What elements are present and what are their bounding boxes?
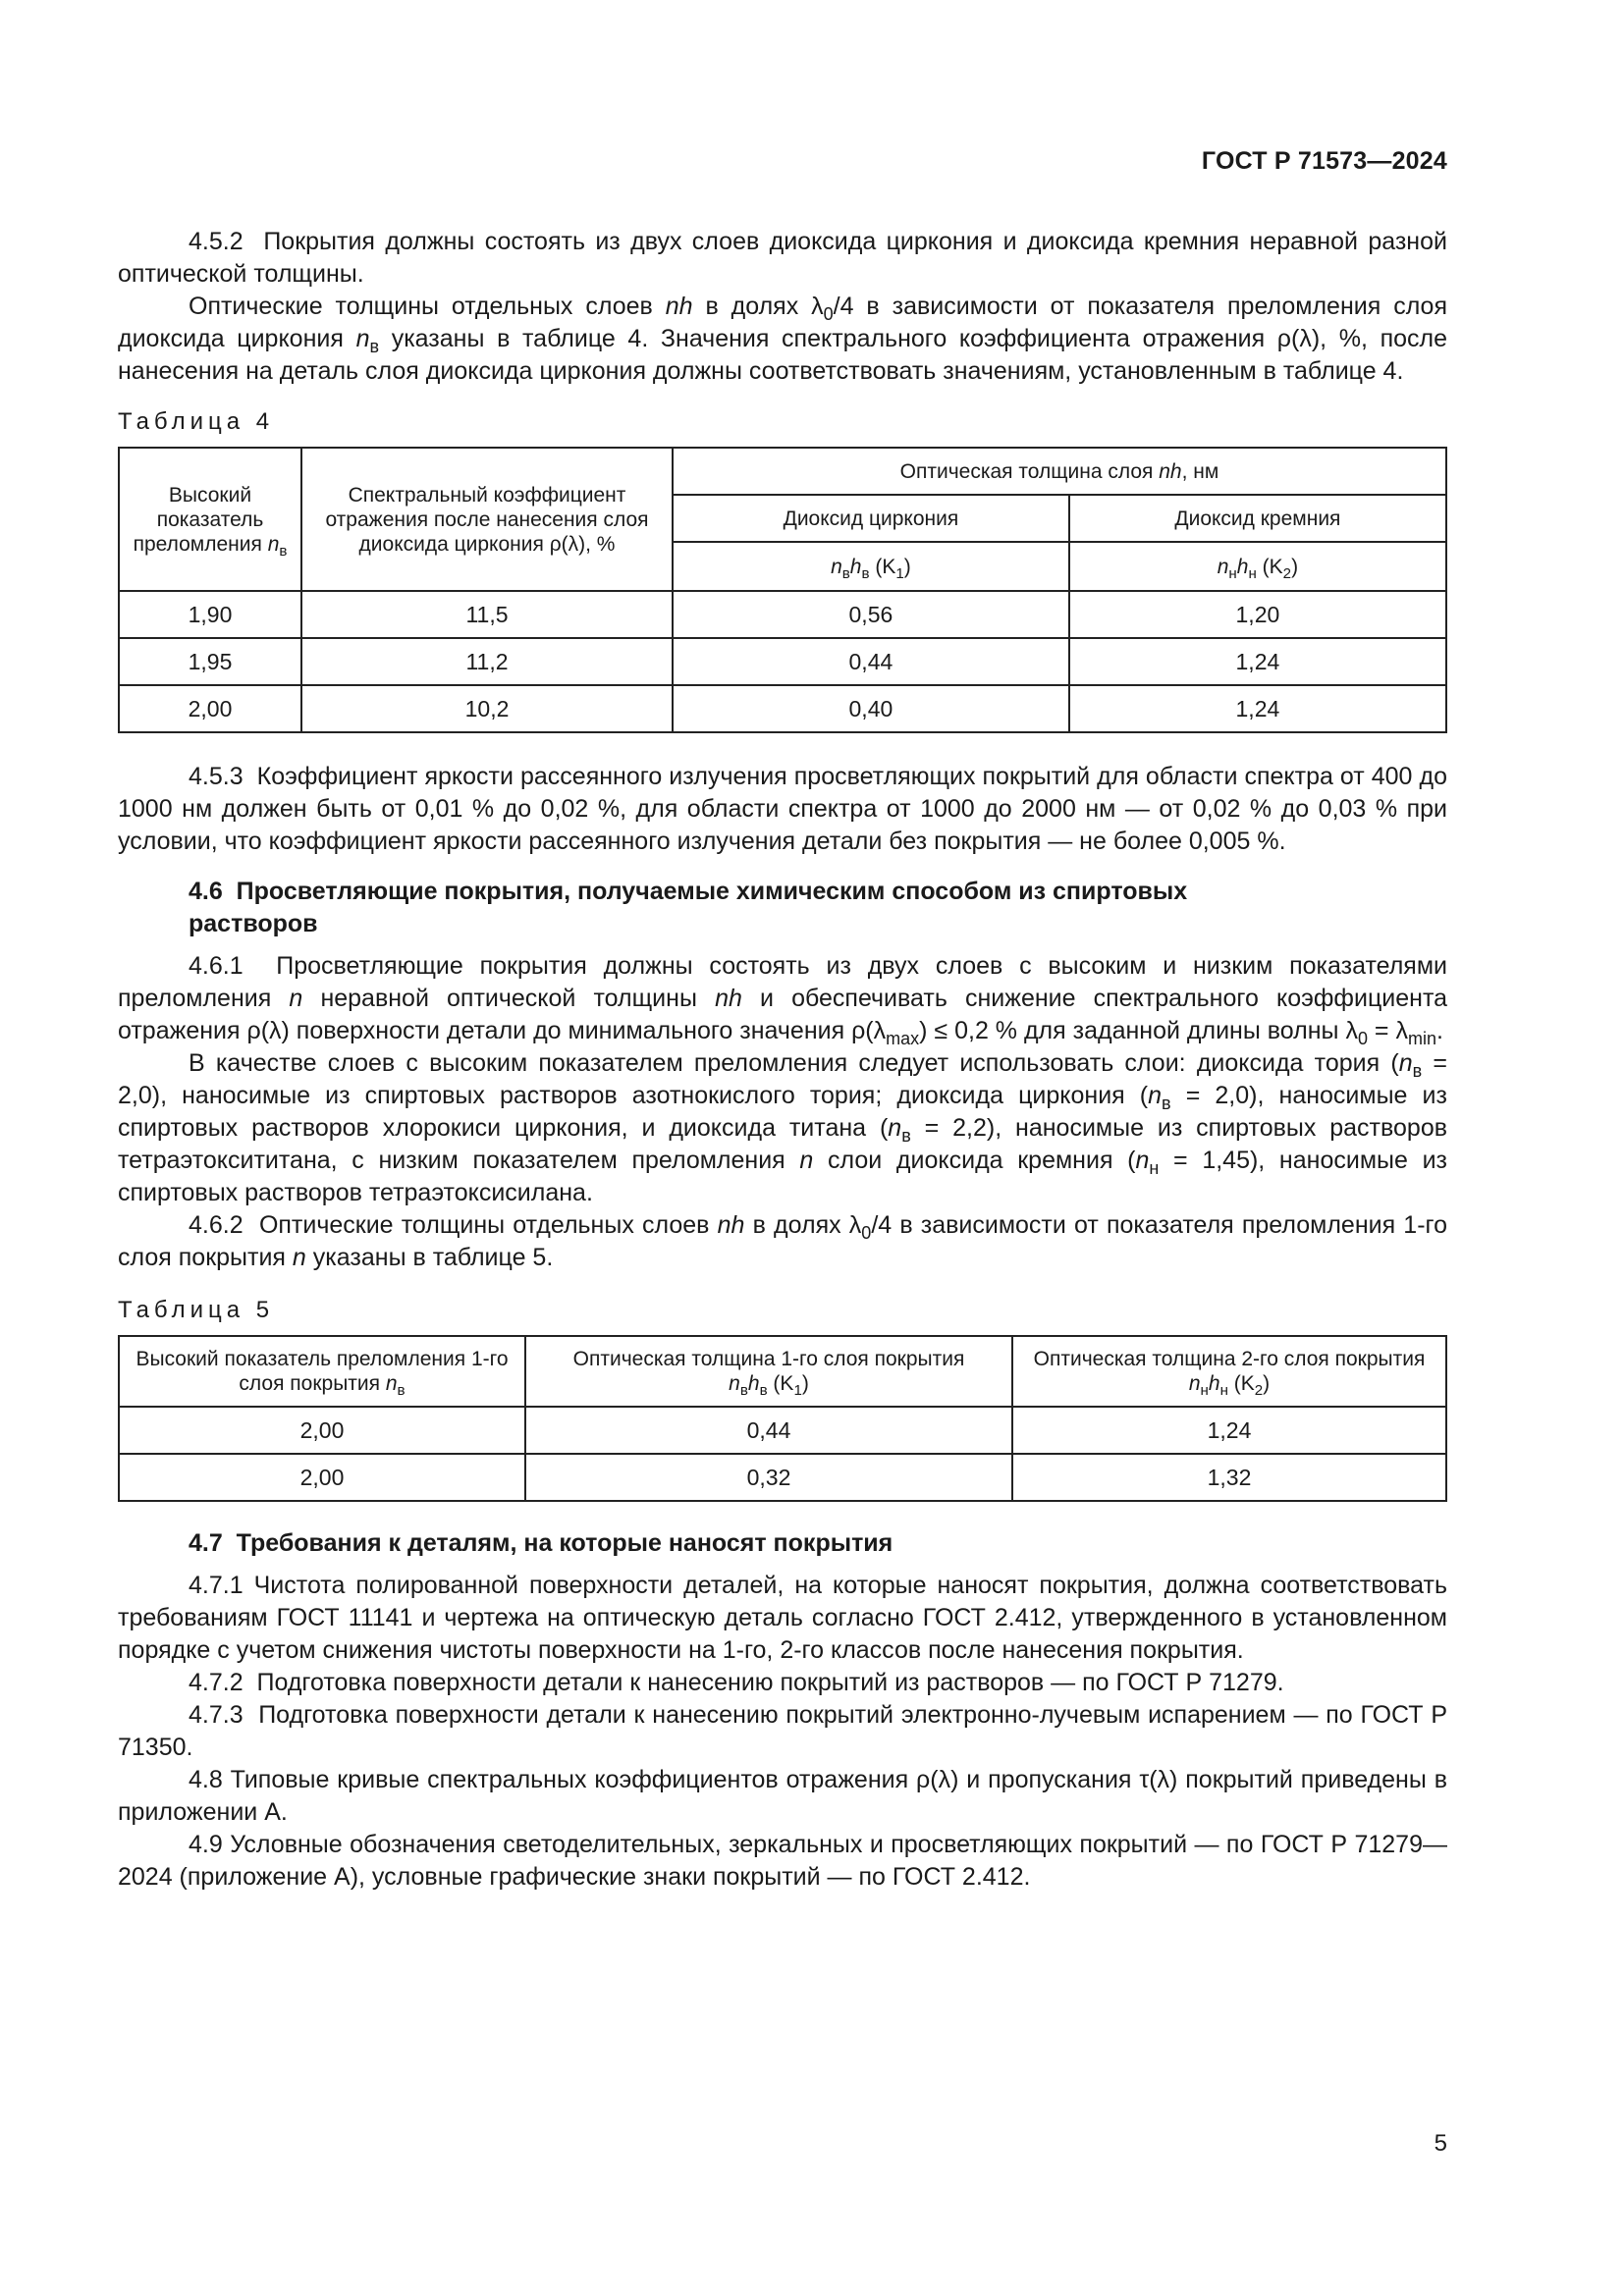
table-row: 2,00 0,32 1,32 (119, 1454, 1446, 1501)
table-row: 1,90 11,5 0,56 1,20 (119, 591, 1446, 638)
table-row: 2,00 10,2 0,40 1,24 (119, 685, 1446, 732)
section-4-6-heading: 4.6 Просветляющие покрытия, получаемые химическим способом из спиртовых растворов (189, 878, 1188, 937)
table-4-header-k2: $n_нh_н$ $(K_2)$ (1069, 542, 1446, 591)
paragraph-4-5-2: 4.5.2 Покрытия должны состоять из двух слоев диоксида циркония и диоксида кремния неравной разной оптической толщины. (118, 228, 1447, 288)
paragraph-4-6-2: 4.6.2 Оптические толщины отдельных слоев nh в долях $\lambda_0/4$ в зависимости от показателя преломления 1-го слоя покрытия n указаны в таблице 5. (118, 1211, 1448, 1271)
document-header: ГОСТ Р 71573—2024 (1201, 147, 1447, 175)
paragraph-4-5-2-cont: Оптические толщины отдельных слоев nh в долях $\lambda_0/4$ в зависимости от показателя преломления слоя диоксида циркония $n_в$ указаны в таблице 4. Значения спектрального коэффициента отражения ρ(λ), %, после нанесения на деталь слоя диоксида циркония должны соответствовать значениям, установленным в таблице 4. (118, 293, 1448, 385)
table-4-header-zr: Диоксид циркония (673, 495, 1069, 542)
table-4-header-n: Высокий показатель преломления $n_в$ (119, 448, 301, 591)
table-row: 1,95 11,2 0,44 1,24 (119, 638, 1446, 685)
table-5-header-k1: Оптическая толщина 1-го слоя покрытия $n_вh_в$ $(K_1)$ (525, 1336, 1012, 1407)
table-4-header-k1: $n_вh_в$ $(K_1)$ (673, 542, 1069, 591)
paragraph-4-6-1: 4.6.1 Просветляющие покрытия должны состоять из двух слоев с высоким и низким показателями преломления n неравной оптической толщины nh и обеспечивать снижение спектрального коэффициента отражения ρ(λ) поверхности детали до минимального значения $\rho(\lambda_{max}) \le 0,2$ % для заданной длины волны $\lambda_0 = \lambda_{min}$. (118, 952, 1448, 1048)
page-content (118, 226, 1447, 1894)
table-4-header-thickness: Оптическая толщина слоя nh, нм (673, 448, 1446, 495)
table-4-caption: Таблица 4 (118, 408, 275, 435)
page-number: 5 (1434, 2130, 1447, 2157)
paragraph-4-7-2: 4.7.2 Подготовка поверхности детали к нанесению покрытий из растворов — по ГОСТ Р 71279. (189, 1669, 1284, 1696)
table-5 (118, 1335, 1447, 1502)
paragraph-4-7-3: 4.7.3 Подготовка поверхности детали к нанесению покрытий электронно-лучевым испарением — по ГОСТ Р 71350. (118, 1701, 1447, 1761)
paragraph-4-9: 4.9 Условные обозначения светоделительных, зеркальных и просветляющих покрытий — по ГОСТ Р 71279—2024 (приложение А), условные графические знаки покрытий — по ГОСТ 2.412. (118, 1831, 1447, 1891)
table-4-header-si: Диоксид кремния (1069, 495, 1446, 542)
table-5-header-n: Высокий показатель преломления 1-го слоя покрытия $n_в$ (119, 1336, 525, 1407)
table-4-header-rho: Спектральный коэффициент отражения после нанесения слоя диоксида циркония ρ(λ), % (301, 448, 673, 591)
table-5-caption: Таблица 5 (118, 1297, 275, 1323)
table-4 (118, 447, 1447, 733)
paragraph-4-5-3: 4.5.3 Коэффициент яркости рассеянного излучения просветляющих покрытий для области спектра от 400 до 1000 нм должен быть от 0,01 % до 0,02 %, для области спектра от 1000 до 2000 нм — от 0,02 % до 0,03 % при условии, что коэффициент яркости рассеянного излучения детали без покрытия — не более 0,005 %. (118, 763, 1447, 855)
table-5-header-k2: Оптическая толщина 2-го слоя покрытия $n_нh_н$ $(K_2)$ (1012, 1336, 1446, 1407)
table-row: 2,00 0,44 1,24 (119, 1407, 1446, 1454)
paragraph-4-7-1: 4.7.1 Чистота полированной поверхности деталей, на которые наносят покрытия, должна соответствовать требованиям ГОСТ 11141 и чертежа на оптическую деталь согласно ГОСТ 2.412, утвержденного в установленном порядке с учетом снижения чистоты поверхности на 1-го, 2-го классов после нанесения покрытия. (118, 1572, 1447, 1664)
paragraph-4-8: 4.8 Типовые кривые спектральных коэффициентов отражения ρ(λ) и пропускания τ(λ) покрытий приведены в приложении А. (118, 1766, 1447, 1826)
paragraph-4-6-1-cont: В качестве слоев с высоким показателем преломления следует использовать слои: диоксида тория $(n_в = 2,0)$, наносимые из спиртовых растворов азотнокислого тория; диоксида циркония $(n_в = 2,0)$, наносимые из спиртовых растворов хлорокиси циркония, и диоксида титана $(n_в = 2,2)$, наносимые из спиртовых растворов тетраэтоксититана, с низким показателем преломления n слои диоксида кремния $(n_н = 1,45)$, наносимые из спиртовых растворов тетраэтоксисилана. (118, 1049, 1448, 1206)
section-4-7-heading: 4.7 Требования к деталям, на которые наносят покрытия (189, 1529, 893, 1557)
